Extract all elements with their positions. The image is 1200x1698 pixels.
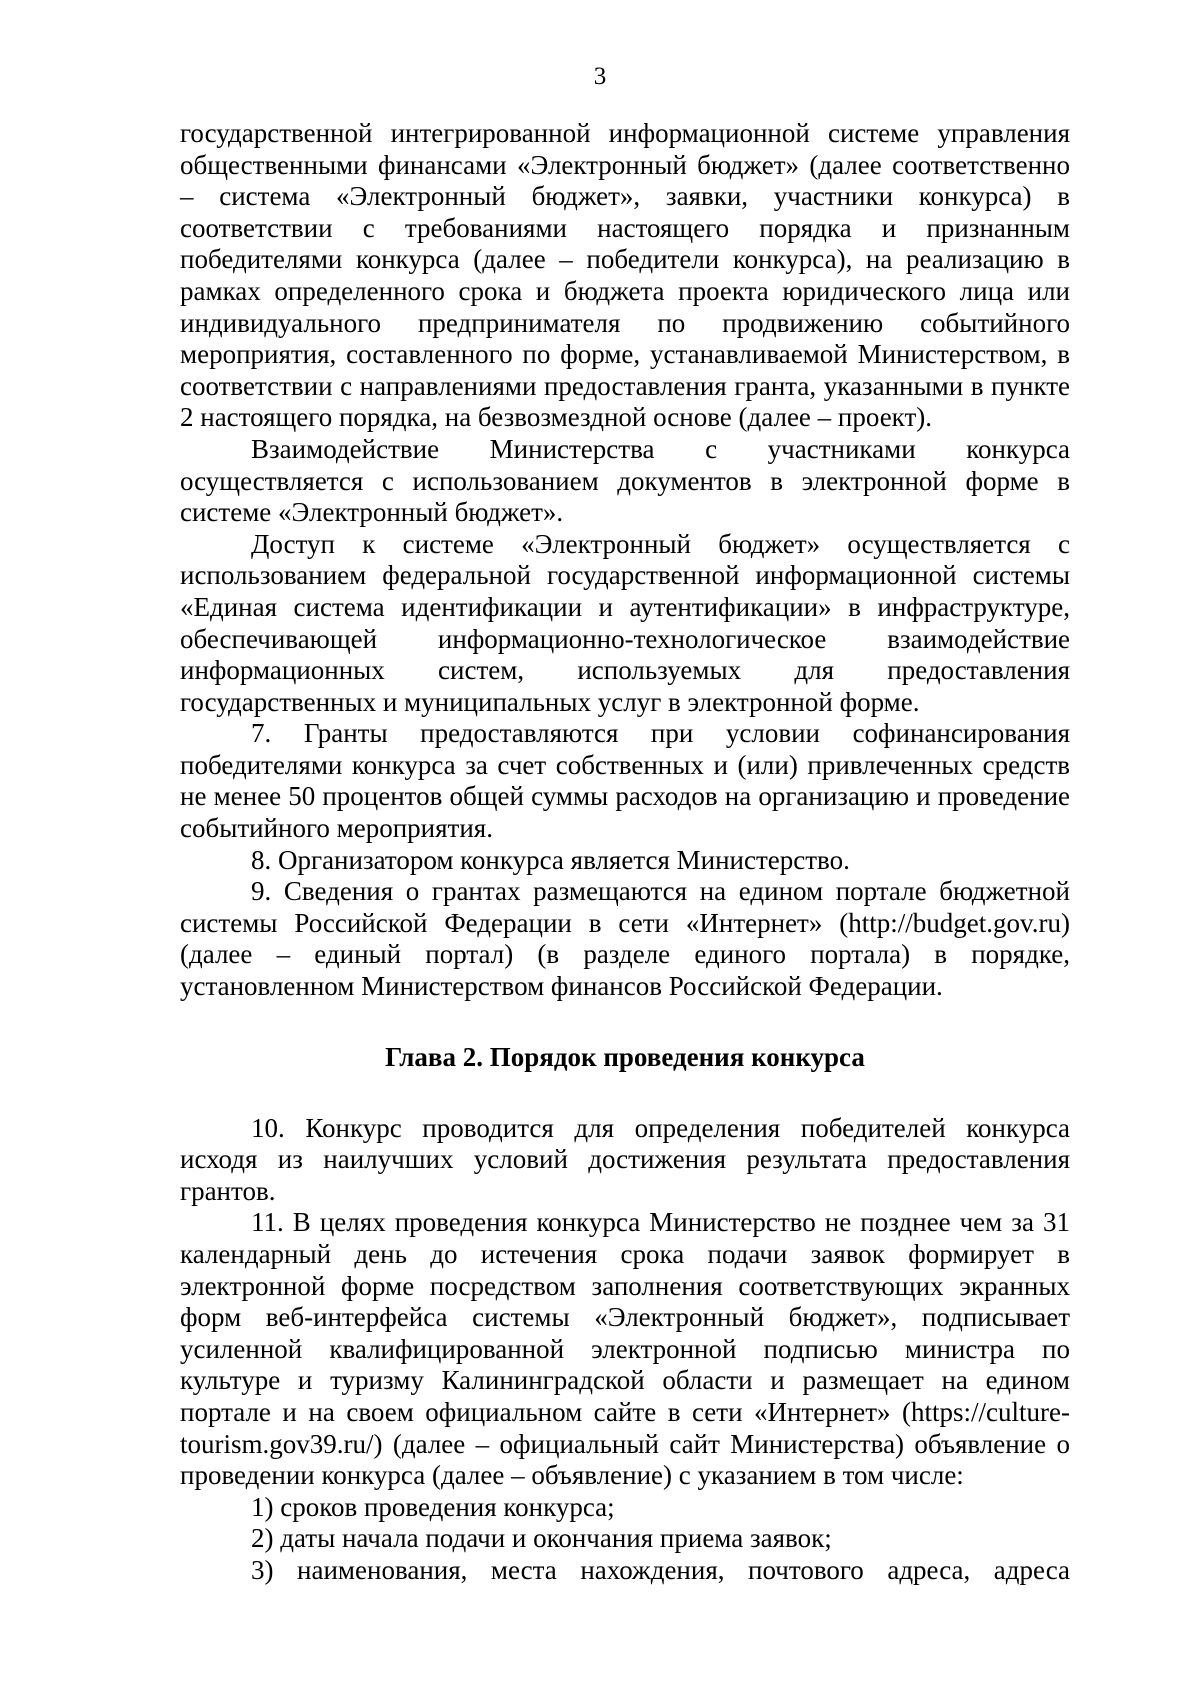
page-number: 3 bbox=[593, 63, 607, 90]
list-item-1: 1) сроков проведения конкурса; bbox=[251, 1491, 615, 1522]
paragraph-access: Доступ к системе «Электронный бюджет» осуществляется с использованием федеральной государственной информационной системы «Единая система идентификации и аутентификации» в инфраструктуре, обеспечивающей информационно-технологическое взаимодействие информационных систем, используемых для предоставления государственных и муниципальных услуг в электронной форме. bbox=[180, 528, 1070, 717]
paragraph-interaction: Взаимодействие Министерства с участниками конкурса осуществляется с использованием документов в электронной форме в системе «Электронный бюджет». bbox=[180, 433, 1070, 528]
paragraph-item-8: 8. Организатором конкурса является Министерство. bbox=[251, 844, 850, 875]
list-item-3: 3) наименования, места нахождения, почтового адреса, адреса bbox=[251, 1554, 1070, 1585]
paragraph-item-11: 11. В целях проведения конкурса Министерство не позднее чем за 31 календарный день до истечения срока подачи заявок формирует в электронной форме посредством заполнения соответствующих экранных форм веб-интерфейса системы «Электронный бюджет», подписывает усиленной квалифицированной электронной подписью министра по культуре и туризму Калининградской области и размещает на едином портале и на своем официальном сайте в сети «Интернет» (https://culture-tourism.gov39.ru/) (далее – официальный сайт Министерства) объявление о проведении конкурса (далее – объявление) с указанием в том числе: bbox=[180, 1207, 1070, 1491]
paragraph-grant-definition: государственной интегрированной информационной системе управления общественными финансами «Электронный бюджет» (далее соответственно – система «Электронный бюджет», заявки, участники конкурса) в соответствии с требованиями настоящего порядка и признанным победителями конкурса (далее – победители конкурса), на реализацию в рамках определенного срока и бюджета проекта юридического лица или индивидуального предпринимателя по продвижению событийного мероприятия, составленного по форме, устанавливаемой Министерством, в соответствии с направлениями предоставления гранта, указанными в пункте 2 настоящего порядка, на безвозмездной основе (далее – проект). bbox=[180, 118, 1070, 433]
document-body bbox=[180, 118, 1070, 1587]
paragraph-item-9: 9. Сведения о грантах размещаются на едином портале бюджетной системы Российской Федерации в сети «Интернет» (http://budget.gov.ru) (далее – единый портал) (в разделе единого портала) в порядке, установленном Министерством финансов Российской Федерации. bbox=[180, 876, 1070, 1002]
paragraph-item-10: 10. Конкурс проводится для определения победителей конкурса исходя из наилучших условий достижения результата предоставления грантов. bbox=[180, 1112, 1070, 1206]
chapter-heading: Глава 2. Порядок проведения конкурса bbox=[385, 1041, 865, 1072]
paragraph-item-7: 7. Гранты предоставляются при условии софинансирования победителями конкурса за счет собственных и (или) привлеченных средств не менее 50 процентов общей суммы расходов на организацию и проведение событийного мероприятия. bbox=[180, 718, 1070, 844]
list-item-2: 2) даты начала подачи и окончания приема заявок; bbox=[251, 1523, 832, 1554]
